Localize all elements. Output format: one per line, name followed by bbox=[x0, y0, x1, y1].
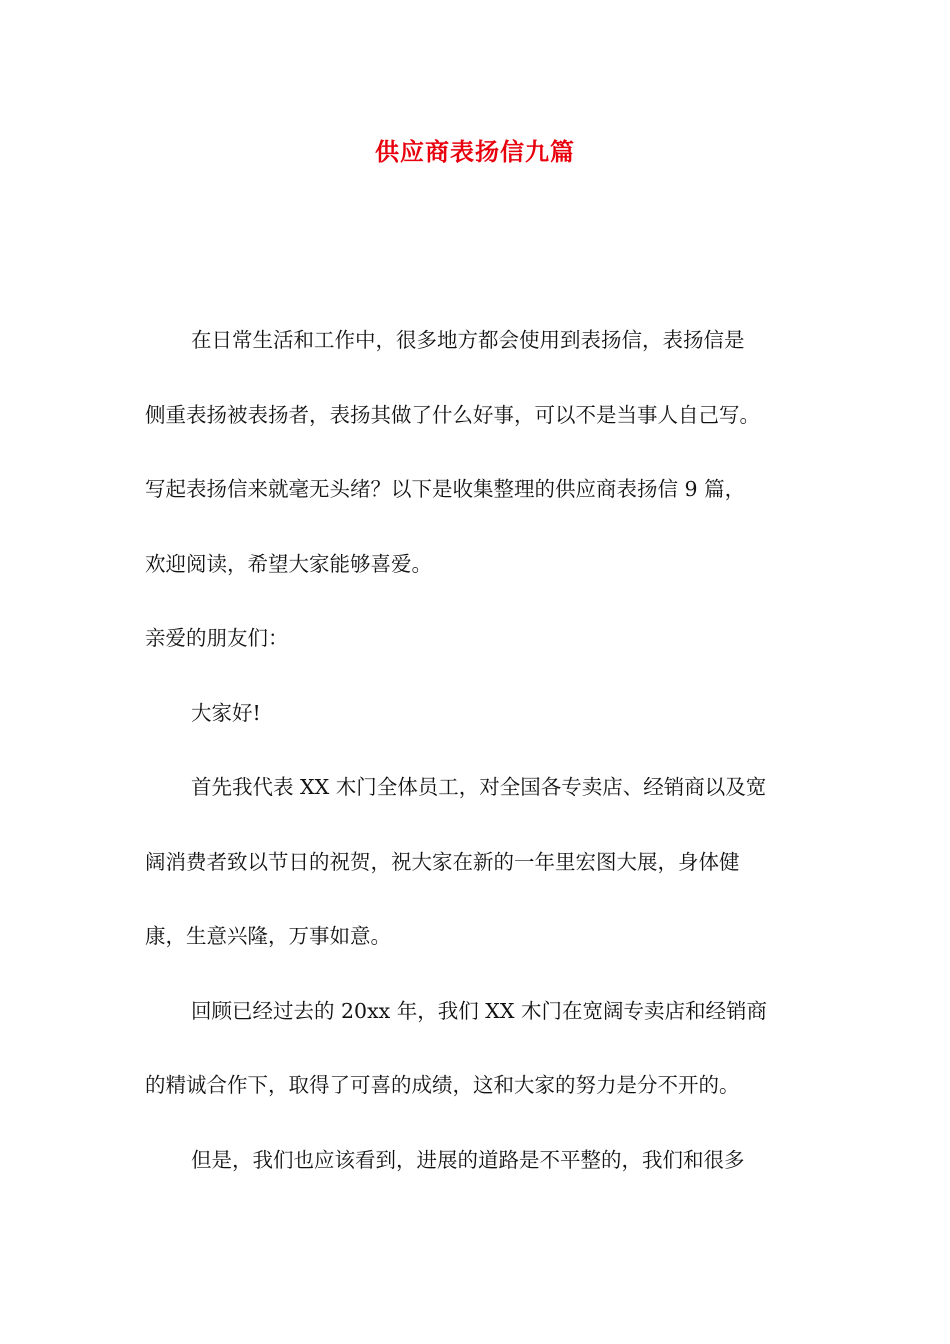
document-title: 供应商表扬信九篇 bbox=[375, 138, 575, 166]
body-line: 欢迎阅读，希望大家能够喜爱。 bbox=[145, 551, 432, 576]
body-line: 阔消费者致以节日的祝贺，祝大家在新的一年里宏图大展，身体健 bbox=[145, 849, 740, 874]
greeting: 大家好! bbox=[191, 700, 261, 725]
body-line: 写起表扬信来就毫无头绪？以下是收集整理的供应商表扬信 9 篇， bbox=[145, 477, 746, 501]
body-line: 在日常生活和工作中，很多地方都会使用到表扬信，表扬信是 bbox=[191, 328, 745, 352]
body-line: 的精诚合作下，取得了可喜的成绩，这和大家的努力是分不开的。 bbox=[145, 1073, 740, 1097]
document-body bbox=[145, 320, 815, 1214]
body-line: 首先我代表 XX 木门全体员工，对全国各专卖店、经销商以及宽 bbox=[191, 775, 767, 799]
body-line: 侧重表扬被表扬者，表扬其做了什么好事，可以不是当事人自己写。 bbox=[145, 402, 760, 427]
body-line: 回顾已经过去的 20xx 年，我们 XX 木门在宽阔专卖店和经销商 bbox=[191, 998, 767, 1023]
body-line: 康，生意兴隆，万事如意。 bbox=[145, 924, 391, 948]
body-line: 但是，我们也应该看到，进展的道路是不平整的，我们和很多 bbox=[191, 1147, 745, 1172]
salutation: 亲爱的朋友们： bbox=[145, 626, 289, 650]
